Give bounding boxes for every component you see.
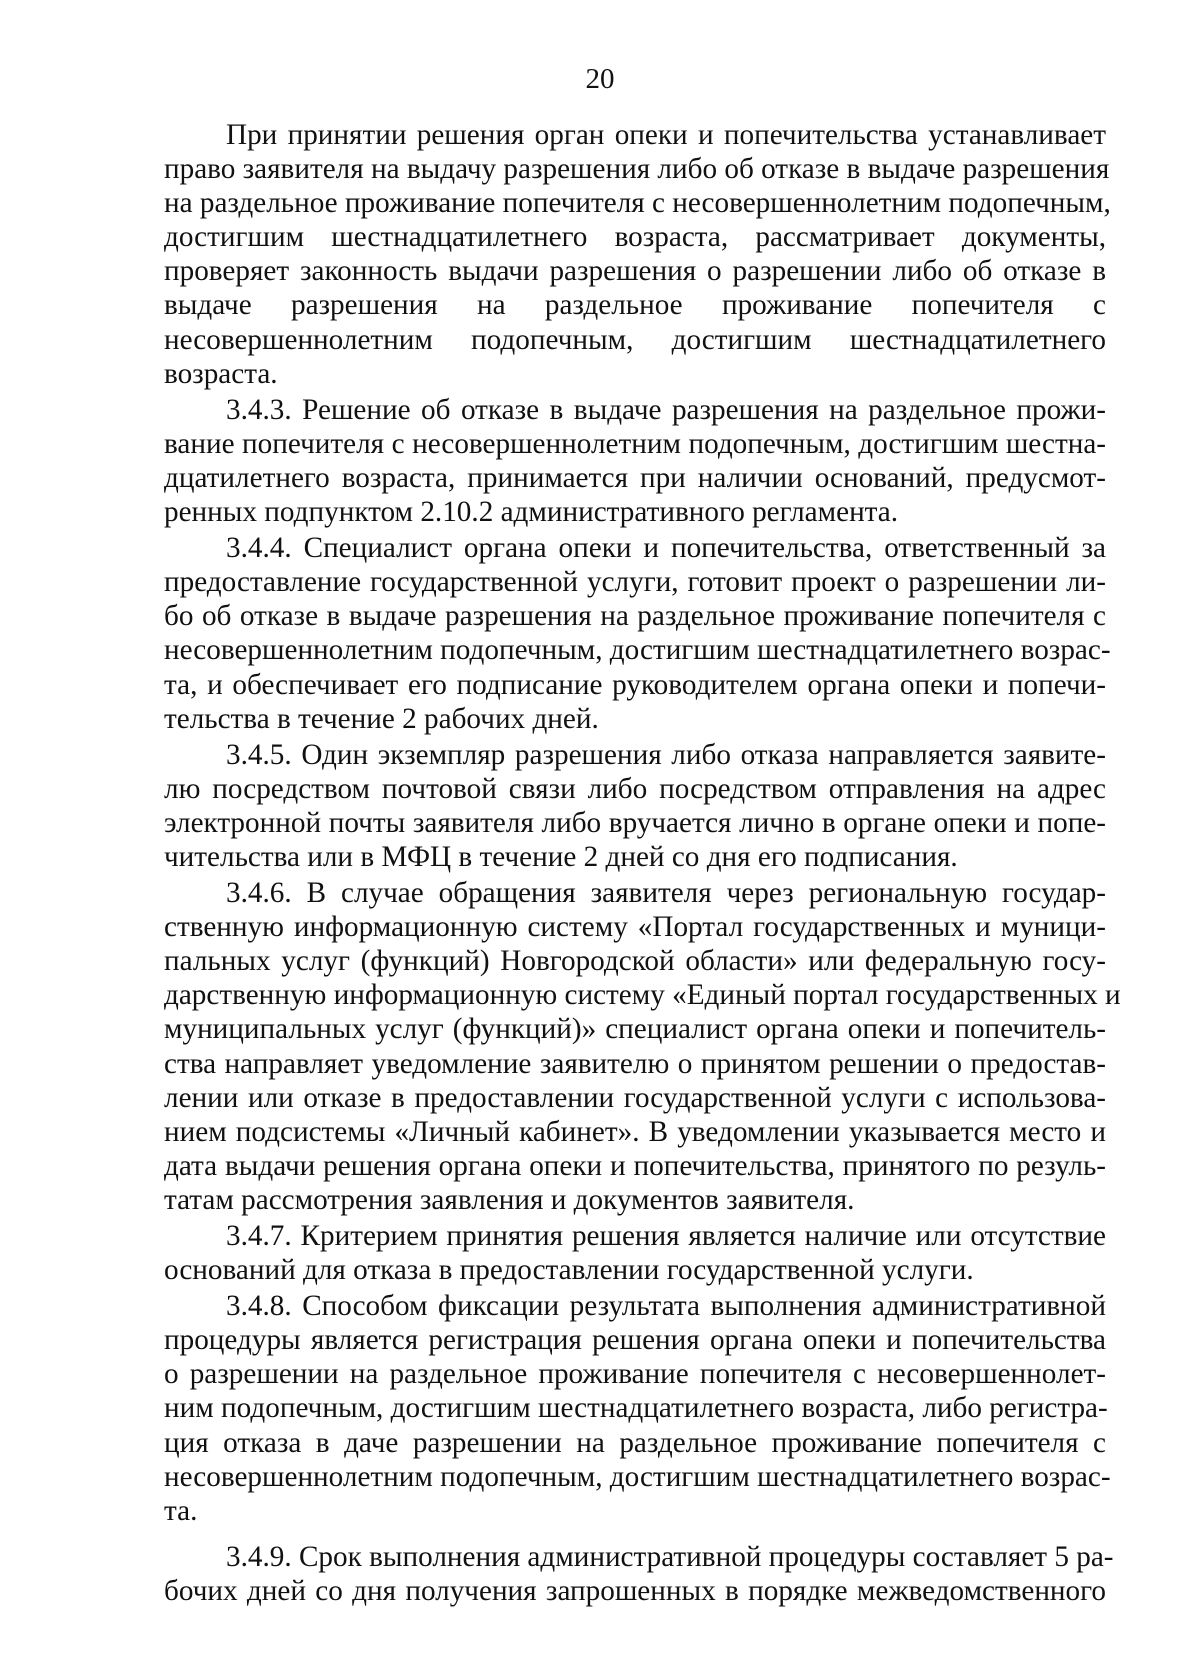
text-line: 3.4.7. Критерием принятия решения является наличие или отсутствие — [226, 1220, 1106, 1252]
text-line: та. — [164, 1494, 198, 1527]
text-line: несовершеннолетним подопечным, достигшим шестнадцатилетнего возрас- — [164, 1460, 1111, 1493]
page-number: 20 — [585, 63, 615, 95]
paragraph-3-4-7 — [164, 1219, 1106, 1287]
paragraph-3-4-4 — [164, 531, 1111, 736]
text-line: дарственную информационную систему «Единый портал государственных и — [164, 979, 1121, 1012]
text-line: ства направляет уведомление заявителю о принятом решении о предостав- — [164, 1047, 1106, 1080]
paragraph-3-4-8 — [164, 1289, 1111, 1528]
text-line: выдаче разрешения на раздельное проживание попечителя с — [164, 289, 1106, 322]
text-line: 3.4.5. Один экземпляр разрешения либо отказа направляется заявите- — [226, 738, 1106, 771]
text-line: пальных услуг (функций) Новгородской области» или федеральную госу- — [164, 945, 1106, 978]
text-line: лении или отказе в предоставлении государственной услуги с использова- — [164, 1081, 1106, 1114]
text-line: тельства в течение 2 рабочих дней. — [164, 702, 599, 735]
text-line: возраста. — [164, 357, 278, 390]
text-line: вание попечителя с несовершеннолетним подопечным, достигшим шестна- — [164, 427, 1106, 460]
text-line: дата выдачи решения органа опеки и попечительства, принятого по резуль- — [164, 1149, 1106, 1182]
text-line: муниципальных услуг (функций)» специалист органа опеки и попечитель- — [164, 1013, 1106, 1046]
text-line: ренных подпунктом 2.10.2 административного регламента. — [164, 496, 899, 529]
text-line: ственную информационную систему «Портал государственных и муници- — [164, 911, 1106, 944]
document-body — [164, 118, 1121, 1608]
text-line: 3.4.9. Срок выполнения административной процедуры составляет 5 ра- — [226, 1540, 1114, 1573]
text-line: оснований для отказа в предоставлении государственной услуги. — [164, 1254, 974, 1287]
text-line: предоставление государственной услуги, готовит проект о разрешении ли- — [164, 566, 1106, 599]
text-line: проверяет законность выдачи разрешения о разрешении либо об отказе в — [164, 255, 1106, 288]
text-line: несовершеннолетним подопечным, достигшим шестнадцатилетнего — [164, 323, 1106, 356]
text-line: лю посредством почтовой связи либо посредством отправления на адрес — [164, 772, 1106, 805]
text-line: процедуры является регистрация решения органа опеки и попечительства — [164, 1324, 1106, 1357]
text-line: 3.4.4. Специалист органа опеки и попечительства, ответственный за — [226, 532, 1106, 565]
text-line: 3.4.8. Способом фиксации результата выполнения административной — [226, 1290, 1106, 1323]
text-line: При принятии решения орган опеки и попечительства устанавливает — [226, 119, 1106, 151]
text-line: электронной почты заявителя либо вручается лично в органе опеки и попе- — [164, 806, 1106, 839]
text-line: о разрешении на раздельное проживание попечителя с несовершеннолет- — [164, 1358, 1106, 1391]
text-line: дцатилетнего возраста, принимается при наличии оснований, предусмот- — [164, 461, 1106, 494]
text-line: право заявителя на выдачу разрешения либо об отказе в выдаче разрешения — [164, 153, 1110, 186]
paragraph-intro — [164, 118, 1111, 391]
text-line: нием подсистемы «Личный кабинет». В уведомлении указывается место и — [164, 1115, 1106, 1148]
text-line: на раздельное проживание попечителя с несовершеннолетним подопечным, — [164, 187, 1111, 220]
paragraph-3-4-9 — [164, 1540, 1114, 1608]
text-line: ция отказа в даче разрешении на раздельное проживание попечителя с — [164, 1426, 1106, 1459]
text-line: 3.4.6. В случае обращения заявителя через региональную государ- — [226, 877, 1106, 910]
text-line: 3.4.3. Решение об отказе в выдаче разрешения на раздельное прожи- — [226, 393, 1106, 426]
text-line: та, и обеспечивает его подписание руководителем органа опеки и попечи- — [164, 668, 1106, 701]
text-line: бо об отказе в выдаче разрешения на раздельное проживание попечителя с — [164, 600, 1106, 633]
text-line: чительства или в МФЦ в течение 2 дней со дня его подписания. — [164, 840, 958, 873]
paragraph-3-4-6 — [164, 876, 1121, 1217]
paragraph-3-4-5 — [164, 738, 1106, 874]
text-line: бочих дней со дня получения запрошенных в порядке межведомственного — [164, 1574, 1106, 1607]
paragraph-3-4-3 — [164, 393, 1106, 529]
text-line: ним подопечным, достигшим шестнадцатилетнего возраста, либо регистра- — [164, 1392, 1108, 1425]
text-line: достигшим шестнадцатилетнего возраста, рассматривает документы, — [164, 221, 1106, 254]
text-line: татам рассмотрения заявления и документов заявителя. — [164, 1183, 855, 1216]
text-line: несовершеннолетним подопечным, достигшим шестнадцатилетнего возрас- — [164, 634, 1111, 667]
